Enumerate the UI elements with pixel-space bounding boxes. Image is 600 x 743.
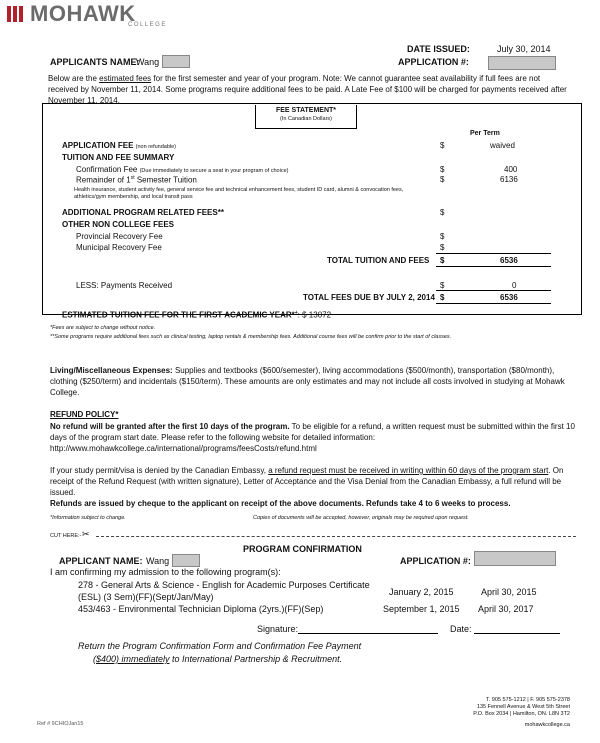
redacted-application-number	[488, 56, 556, 70]
fee-statement-header	[255, 105, 357, 129]
program-1-line1: 278 - General Arts & Science - English for Academic Purposes Certificate	[78, 580, 370, 590]
tuition-summary-label: TUITION AND FEE SUMMARY	[62, 153, 175, 162]
dollar-sign: $	[440, 256, 445, 265]
applicant-name: Wang	[146, 556, 170, 566]
remainder-tuition-value: 6136	[500, 175, 518, 184]
other-fees-label: OTHER NON COLLEGE FEES	[62, 220, 175, 229]
application-fee-label: APPLICATION FEE (non refundable)	[62, 141, 177, 150]
refund-cheque-note: Refunds are issued by cheque to the applicant on receipt of the above documents. Refunds take 4 to 6 weeks to process.	[50, 499, 511, 508]
dollar-sign: $	[440, 208, 445, 217]
health-insurance-note: Health insurance, student activity fee, general service fee and technical enhancement fees, student ID card, alumni & convocation fees, athletics/gym membership, and local transit pass	[74, 187, 404, 200]
dollar-sign: $	[440, 141, 445, 150]
provincial-fee-label: Provincial Recovery Fee	[76, 232, 163, 241]
redacted-application-number	[474, 551, 556, 566]
application-number-label: APPLICATION #:	[400, 556, 471, 566]
redacted-name	[172, 554, 200, 567]
applicants-name-label: APPLICANTS NAME:	[50, 57, 140, 67]
application-label: APPLICATION #:	[398, 57, 469, 67]
municipal-fee-label: Municipal Recovery Fee	[76, 243, 162, 252]
refund-url[interactable]: http://www.mohawkcollege.ca/international/programs/feesCosts/refund.html	[50, 444, 317, 453]
dollar-sign: $	[440, 165, 445, 174]
fee-statement-title: FEE STATEMENT*	[275, 107, 337, 114]
applicants-name: Wang	[136, 57, 160, 67]
program-2-end-date: April 30, 2017	[478, 604, 534, 614]
footnote-additional-fees: **Some programs require additional fees such as clinical testing, laptop rentals & membership fees. Additional course fees will be confirm prior to the start of classes.	[50, 334, 452, 340]
signature-label: Signature:	[257, 624, 299, 634]
total-tuition-label: TOTAL TUITION AND FEES	[327, 256, 430, 265]
rule	[436, 290, 551, 291]
less-payments-value: 0	[512, 281, 517, 290]
dollar-sign: $	[440, 243, 445, 252]
total-tuition-value: 6536	[500, 256, 518, 265]
return-instructions-line2: ($400) immediately to International Partnership & Recruitment.	[93, 654, 343, 664]
less-payments-label: LESS: Payments Received	[76, 281, 173, 290]
contact-phone: T. 905 575-1212 | F. 905 575-2378	[486, 697, 570, 703]
dollar-sign: $	[440, 232, 445, 241]
logo-text: MOHAWK	[30, 1, 136, 26]
refund-permit-paragraph: If your study permit/visa is denied by the Canadian Embassy, a refund request must be received in writing within 60 days of the program start. On receipt of the Refund Request (with written signature), Letter of Acceptance and the Visa Denial from the Canadian Embassy, a full refund will be issued.	[50, 466, 564, 497]
refund-policy-intro: No refund will be granted after the first 10 days of the program. To be eligible for a refund, a written request must be submitted within the first 10 days of the program start date. Please refer to the following website for detailed information:	[50, 422, 575, 442]
program-2-start-date: September 1, 2015	[383, 604, 460, 614]
program-2-line1: 453/463 - Environmental Technician Diploma (2yrs.)(FF)(Sep)	[78, 604, 324, 614]
rule	[436, 303, 551, 304]
dollar-sign: $	[440, 281, 445, 290]
total-due-value: 6536	[500, 293, 518, 302]
dollar-sign: $	[440, 175, 445, 184]
logo-subtext: COLLEGE	[128, 22, 167, 28]
info-change-note: *Information subject to change.	[50, 515, 126, 521]
logo-mark	[7, 6, 27, 22]
date-line[interactable]	[474, 624, 560, 634]
total-due-label: TOTAL FEES DUE BY JULY 2, 2014	[303, 293, 435, 302]
additional-fees-label: ADDITIONAL PROGRAM RELATED FEES**	[62, 208, 224, 217]
application-fee-value: waived	[490, 141, 515, 150]
remainder-tuition-label: Remainder of 1st Semester Tuition	[76, 175, 197, 185]
program-1-line2: (ESL) (3 Sem)(FF)(Sept/Jan/May)	[78, 592, 214, 602]
contact-web: mohawkcollege.ca	[524, 722, 570, 728]
rule	[436, 266, 551, 267]
applicant-name-label: APPLICANT NAME:	[59, 556, 143, 566]
redacted-name	[162, 55, 190, 68]
cut-line	[96, 536, 576, 537]
fee-statement-subtitle: (In Canadian Dollars)	[280, 116, 332, 122]
living-expenses: Living/Miscellaneous Expenses: Supplies and textbooks ($600/semester), living accommodations ($500/month), transportation ($80/month), clothing ($250/term) and incidentals ($150/term). These amounts are only estimates and may not include all costs involved in studying at Mohawk College.	[50, 366, 565, 397]
return-instructions-line1: Return the Program Confirmation Form and Confirmation Fee Payment	[78, 641, 362, 651]
reference-number: Ref # 9CHIOJan15	[37, 721, 84, 727]
estimated-fees-link: estimated fees	[99, 74, 152, 83]
rule	[436, 253, 551, 254]
program-1-end-date: April 30, 2015	[481, 587, 537, 597]
date-issued: July 30, 2014	[497, 44, 551, 54]
footnote-fees-change: *Fees are subject to change without notice.	[50, 325, 156, 331]
refund-policy-title: REFUND POLICY*	[50, 410, 119, 419]
estimated-tuition-line: ESTIMATED TUITION FEE FOR THE FIRST ACADEMIC YEAR*+: $ 13072	[62, 310, 332, 320]
signature-line[interactable]	[298, 624, 438, 634]
intro-paragraph: Below are the estimated fees for the first semester and year of your program. Note: We cannot guarantee seat availability if full fees are not received by November 11, 2014. Some programs require additional fees to be paid. A Late Fee of $100 will be charged for payments received after November 11, 2014.	[48, 74, 567, 105]
date-issued-label: DATE ISSUED:	[407, 44, 470, 54]
contact-block	[420, 697, 570, 729]
dollar-sign: $	[440, 293, 445, 302]
program-1-start-date: January 2, 2015	[389, 587, 454, 597]
contact-address-2: P.O. Box 2034 | Hamilton, ON. L8N 3T2	[473, 711, 570, 717]
copies-note: Copies of documents will be accepted, however, originals may be required upon request.	[253, 515, 469, 521]
cut-here-label: CUT HERE:-	[50, 533, 82, 539]
contact-address-1: 135 Fennell Avenue & West 5th Street	[476, 704, 570, 710]
program-confirmation-title: PROGRAM CONFIRMATION	[243, 544, 362, 554]
per-term-header: Per Term	[470, 130, 500, 137]
scissors-icon: ✂	[82, 529, 90, 539]
date-label: Date:	[450, 624, 472, 634]
confirmation-fee-label: Confirmation Fee (Due immediately to secure a seat in your program of choice)	[76, 165, 289, 174]
confirmation-fee-value: 400	[504, 165, 518, 174]
confirm-admission-text: I am confirming my admission to the following program(s):	[50, 567, 281, 577]
